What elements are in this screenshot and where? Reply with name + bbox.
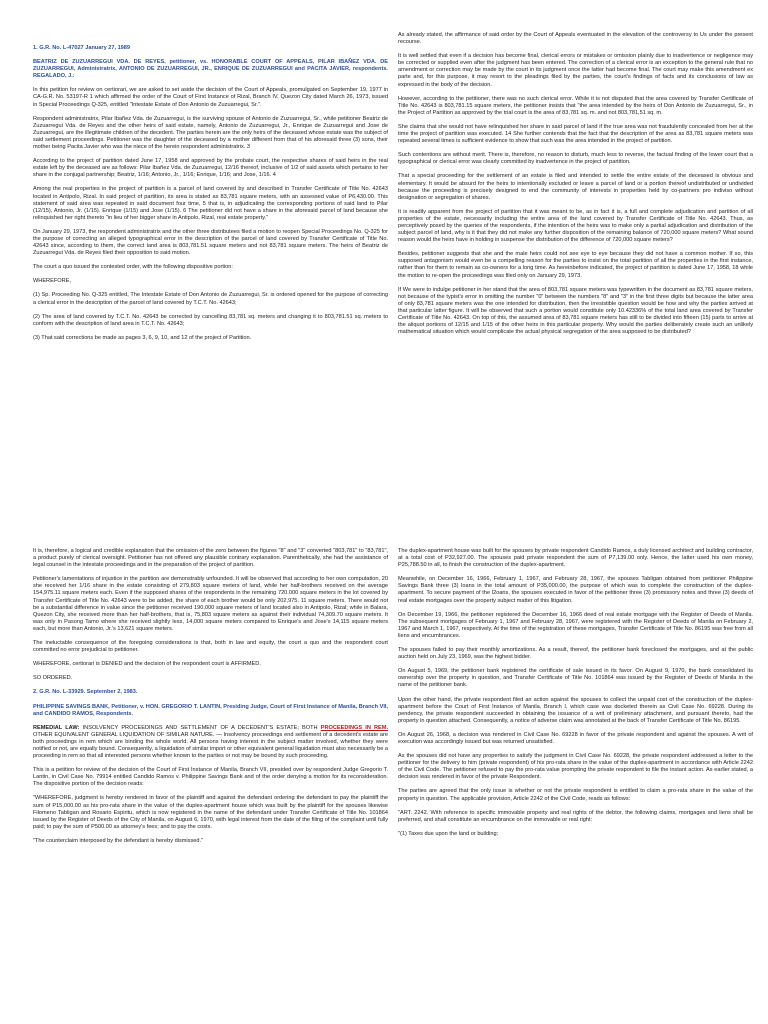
paragraph: The ineluctable consequence of the foregoing considerations is that, both in law and equity, the court a quo and the respondent court committed no error prejudicial to petitioner. — [33, 640, 388, 654]
paragraph: Among the real properties in the project of partition is a parcel of land covered by and described in Transfer Certificate of Title No. 42643 located in Antipolo, Rizal. In said project of partition, its area is stated as 83,781 square meters, with an assessed value of P6,430.00. This statement of said area was repeated in said document four time, 5 that is, in adjudicating the corresponding portions of said land to Pilar (12/15), Antonio, Jr. (1/15). Enrique (1/15) and Jose (1/15). 6 The petitioner did not have a share in the aforesaid parcel of land because she relinquished her right thereto "in lieu of her bigger share in Antipolo, Rizal, real estate property." — [33, 186, 388, 221]
paragraph: "(1) Taxes due upon the land or building; — [398, 830, 499, 837]
paragraph: "ART. 2242. With reference to specific immovable property and real rights of the debtor, the following claims, mortgages and liens shall be preferred, and shall constitute an encumbrance on the immovable or real right: — [398, 809, 753, 823]
paragraph: She claims that she would not have relinquished her share in said parcel of land if the true area was not fraudulently concealed from her at the time the project of partition was executed. 14 She further contends that the fact that the description of the area as 83,781 square meters was repeated several times is sufficient evidence to show that such was the area intended in the project of partition. — [398, 123, 753, 145]
paragraph: On January 29, 1973, the respondent administratrix and the other three distributees filed a motion to reopen Special Proceedings No. Q-325 for the purpose of correcting an alleged typographical error in the description of the parcel of land covered by Transfer Certificate of Title No. 42643 since, according to them, the correct land area is 803,781.51 square meters and not 83,781 square meters. The heirs of Beatriz de Zuzuarregui Vda. de Reyes filed their opposition to said motion. — [33, 228, 388, 257]
case-heading: 2. G.R. No. L-33929. September 2, 1983. — [33, 689, 138, 696]
paragraph: Such contentions are without merit. There is, therefore, no reason to disturb, much less to reverse, the factual finding of the lower court that a typographical or clerical error was clearly committed by inadvertence in the project of partition. — [398, 152, 753, 166]
proceedings-in-rem-link[interactable]: PROCEEDINGS IN REM. — [320, 724, 388, 731]
syllabus-text: OTHER EQUIVALENT GENERAL LIQUIDATION OF SIMILAR NATURE. — Insolvency proceedings end settlement of a decedent's estate are both proceedings in rem which are binding the whole world. All persons having interest in the subject matter involved, whether they were notified or not, are equally bound. Consequently, a liquidation of similar import or other equivalent general liquidation must also necessarily be a proceeding in rem so that all interested persons whether known to the parties or not may be bound by such proceeding. — [33, 731, 388, 760]
paragraph: The duplex-apartment house was built for the spouses by private respondent Candido Ramos, a duly licensed architect and building contractor, at a total cost of P32,927.00. The spouses paid private respondent the sum of P7,139.00 only. Hence, the latter used his own money, P25,788.50 in all, to finish the construction of the duplex-apartment. — [398, 548, 753, 569]
paragraph: As already stated, the affirmance of said order by the Court of Appeals eventuated in the elevation of the controversy to Us under the present recourse. — [398, 32, 753, 46]
paragraph: It is well settled that even if a decision has become final, clerical errors or mistakes or omission plainly due to inadvertence or negligence may be corrected or supplied even after the judgment has been entered. The correction of a clerical error is an exception to the general rule that no amendment or correction may be made by the court in its judgment once the latter had become final. The court may make this amendment ex parte and, for this purpose, it may resort to the pleadings filed by the parties, the court's findings of facts and its conclusions of law as expressed in the body of the decision. — [398, 53, 753, 88]
paragraph: On December 19, 1966, the petitioner registered the December 16, 1966 deed of real estate mortgage with the Register of Deeds of Manila. The subsequent mortgages of February 1, 1967 and February 28, 1967, were registered with the Register of Deeds of Manila on February 2, 1967 and March 1, 1967, respectively. At the time of the registration of these mortgages, Transfer Certificate of Title No. 86195 was free from all liens and encumbrances. — [398, 611, 753, 639]
paragraph: "WHEREFORE, judgment is hereby rendered in favor of the plaintiff and against the defendant ordering the defendant to pay the plaintiff the sum of P15,000.00 as his pro-rata share in the value of the duplex-apartment house which was built by the plaintiff for the spouses likewise Filomeno Tabligan and Rosario Espiritu, which is now registered in the name of the defendant under Transfer Certificate of Title No. 101864 issued by the Register of Deeds of the City of Manila, on August 6, 1970, with legal interest from the date of the filing of the complaint until fully paid; to pay the sum of P500.00 as attorney's fees; and to pay the costs. — [33, 795, 388, 830]
paragraph: According to the project of partition dated June 17, 1958 and approved by the probate court, the respective shares of said heirs in the real estate left by the deceased are as follows: Pilar Ibañez Vda. de Zuzuarregui, 12/16 thereof, inclusive of 1/2 of said assets which pertains to her share in the conjugal partnership; Beatriz, 1/16; Antonio, Jr., 1/16; Enrique, 1/16; and Jose, 1/16. 4 — [33, 158, 388, 179]
paragraph: However, according to the petitioner, there was no such clerical error. While it is not disputed that the area covered by Transfer Certificate of Title No. 42643 is 803,781.15 square meters, the petitioner insists that "the area intended by the heirs of Don Antonio de Zuzuarregui, Sr., in the Project of Partition as approved by the trial court is the area of 83,781 sq. m. and not 803,781,51 sq. m. — [398, 95, 753, 116]
paragraph: Besides, petitioner suggests that she and the male heirs could not see eye to eye because they did not have a common mother. If so, this supposed antagonism would even be a compelling reason for the parties to insist on the total partition of all the properties in the first instance, rather than for them to remain as co-owners for a long time. As hereinbefore indicated, the project of partition is dated June 17, 1958, 18 while the motion to re-open the proceedings was filed only on January 29, 1973. — [398, 251, 753, 279]
paragraph: In this petition for review on certiorari, we are asked to set aside the decision of the Court of Appeals, promulgated on September 19, 1977 in CA-G.R. No. 53197-R 1 which affirmed the order of the Court of First Instance of Rizal, Branch IV, Quezon City dated March 26, 1973, issued in Special Proceedings Q-325, entitled "Intestate Estate of Don Antonio de Zuzuarregui, Sr.". — [33, 87, 388, 108]
case-heading: 1. G.R. No. L-47027 January 27, 1989 — [33, 45, 131, 51]
paragraph: As the spouses did not have any properties to satisfy the judgment in Civil Case No. 69228, the private respondent addressed a letter to the petitioner for the delivery to him (private respondent) of his pro-rata share in the value of the duplex-apartment in accordance with Article 2242 of the Civil Code. The petitioner refused to pay the pro-rata value prompting the private respondent to file the instant action. As earlier stated, a decision was rendered in favor of the private Respondent. — [398, 753, 753, 781]
paragraph: (1) Sp. Proceeding No. Q-325 entitled, The Intestate Estate of Don Antonio de Zuzuarregui, Sr. is ordered opened for the purpose of correcting a clerical error in the description of the parcel of land covered by T.C.T. No. 42643; — [33, 292, 388, 306]
paragraph: Petitioner's lamentations of injustice in the partition are demonstrably unfounded. It will be observed that according to her own computation, 20 she received her 1/16 share in the estate consisting of 279,803 square meters of land, while her half-brothers received on the average 154,975.11 square meters each. Even if the supposed shares of the respondents in the remaining 720.000 square meters in the lot covered by Transfer Certificate of Title No. 42643 were to be added, the share of each brother would be only 202,975. 11 square meters. There would not be a substantial difference in value since the petitioner received 190,000 square meters of land located also in Antipolo, Rizal; while in Balara, Quezon City, she received more than her half-brothers, that is, 75,803 square meters as against their individual 74,309.70 square meters. It was only in Pasong Tamo where she received slightly less, 14,000 square meters compared to Enrique's and Jose's 14,115 square meters each, but more than Antonio, Jr.'s 13,621 square meters. — [33, 576, 388, 632]
paragraph: That a special proceeding for the settlement of an estate is filed and intended to settle the entire estate of the deceased is obvious and elementary. It would be absurd for the heirs to intentionally excluded or leave a parcel of land or a portion thereof undistributed or undivided because the proceeding is precisely designed to end the community of interests in properties held by co-partners pro indiviso without designation or segregation of shares. — [398, 173, 753, 201]
page2-right-column — [398, 548, 753, 845]
document-page-2 — [0, 512, 768, 1024]
paragraph: WHEREFORE, certiorari is DENIED and the decision of the respondent court is AFFIRMED. — [33, 661, 261, 668]
syllabus-label: REMEDIAL LAW: — [33, 724, 80, 731]
paragraph: (2) The area of land covered by T.C.T. No. 42643 be corrected by cancelling 83,781 sq. meters and changing it to 803,781.51 sq. meters to conform with the description of land area in T.C.T. No. 42643; — [33, 313, 388, 327]
paragraph: SO ORDERED. — [33, 675, 73, 682]
paragraph: (3) That said corrections be made as pages 3, 6, 9, 10, and 12 of the project of Partition. — [33, 334, 252, 341]
paragraph: It is readily apparent from the project of partition that it was meant to be, as in fact it is, a full and complete adjudication and partition of all properties of the estate, necessarily including the entire area of the land covered by Transfer Certificate of Title No. 42643. Thus, as perceptively posed by the queries of the respondents, if the intention of the heirs was to make only a partial adjudication and distribution of the subject parcel of land, why is it that they did not make any further disposition of the remaining balance of 720,000 square meters? What sound reason would the heirs have in holding in suspense the distribution of the difference of 720,000 square meters? — [398, 208, 753, 244]
paragraph: If We were to indulge petitioner in her stand that the area of 803,781 square meters was typewritten in the document as 83,781 square meters, not because of the typist's error in omitting the number "0" between the numbers "8" and "3" in the first three digits but because the latter area of only 83,781 square meters was the one intended for distribution, then the irresistible question would be how and why the parties arrived at that particular latter figure. It will be observed that such a portion would constitute only 10.42336% of the total land area covered by Transfer Certificate of Title No. 42643. On top of this, the assumed area of 83,781 square meters has still to be divided into fifteen (15) parts to arrive at the aliquot portions of 12/15 and 1/15 of the other heirs in this particular property. Why would the parties deliberately create such an unlikely mathematical situation which would complicate the actual physical segregation of the area supposed to be distributed? — [398, 286, 753, 336]
paragraph: On August 26, 1968, a decision was rendered in Civil Case No. 69228 in favor of the private respondent and against the spouses. A writ of execution was accordingly issued but was returned unsatisfied. — [398, 731, 753, 745]
page1-left-column — [33, 45, 388, 349]
paragraph: The spouses failed to pay their monthly amortizations. As a result, thereof, the petitioner bank foreclosed the mortgages, and at the public auction held on July 23, 1969, was the highest bidder. — [398, 647, 753, 661]
paragraph: WHEREFORE, — [33, 278, 71, 285]
case-parties: BEATRIZ DE ZUZUARREGUI VDA. DE REYES, petitioner, vs. HONORABLE COURT OF APPEALS, PILAR IBAÑEZ VDA. DE ZUZUARREGUI, Administratrix, ANTONIO DE ZUZUARREGUI, JR., ENRIQUE DE ZUZUARREGUI and PACITA JAVIER, respondents. REGALADO, J.: — [33, 59, 388, 80]
page1-right-column — [398, 32, 753, 343]
case-parties: PHILIPPINE SAVINGS BANK, Petitioner, v. HON. GREGORIO T. LANTIN, Presiding Judge, Court of First Instance of Manila, Branch VII, and CANDIDO RAMOS, Respondents. — [33, 703, 388, 717]
page2-left-column — [33, 548, 388, 852]
syllabus-paragraph — [33, 725, 388, 760]
paragraph: It is, therefore, a logical and credible explanation that the omission of the zero between the figures "8" and "3" converted "803,781" to "83,781", a product purely of clerical oversight. Petitioner has not offered any plausible contrary explanation. Parenthetically, she had the assistance of legal counsel in the intestate proceedings and in the preparation of the project of partition. — [33, 548, 388, 569]
paragraph: Meanwhile, on December 16, 1966, February 1, 1967, and February 28, 1967, the spouses Tabligan obtained from petitioner Philippine Savings Bank three (3) loans in the total amount of P35,000.00, the purpose of which was to complete the construction of the duplex-apartment. To secure payment of the l2oans, the spouses executed in favor of the petitioner three (3) promissory notes and three (3) deeds of real estate mortgages over the property subject matter of this litigation. — [398, 576, 753, 604]
paragraph: On August 5, 1969, the petitioner bank registered the certificate of sale issued in its favor. On August 9, 1970, the bank consolidated its ownership over the property in question, and Transfer Certificate of Title No. 101864 was issued by the Register of Deeds of Manila in the name of the petitioner bank. — [398, 668, 753, 689]
paragraph: The parties are agreed that the only issue is whether or not the private respondent is entitled to claim a pro-rata share in the value of the property in question. The applicable provision, Article 2242 of the Civil Code, reads as follows: — [398, 788, 753, 802]
paragraph: Respondent administratrix, Pilar Ibañez Vda. de Zuzuarregui, is the surviving spouse of Antonio de Zuzuarregui, Sr., while petitioner Beatriz de Zuzuarregui Vda. de Reyes and the other heirs of said estate, namely, Antonio de Zuzuarregui, Jr., Enrique de Zuzuarregui and Jose de Zuzuarregui, are the illegitimate children of the decedent. The parties herein are the only heirs of the deceased whose estate was the subject of said settlement proceedings. Petitioner was the daughter of the deceased by a mother different from that of his aforesaid three (3) sons, their mother being Pacita Javier who was the niece of the herein respondent administratrix. 3 — [33, 115, 388, 151]
paragraph: This is a petition for review of the decision of the Court of First Instance of Manila, Branch VII, presided over by respondent Judge Gregorio T. Lantin, in Civil Case No. 79914 entitled Candido Ramos v. Philippine Savings Bank and of the order denying a motion for its reconsideration. The dispositive portion of the decision reads: — [33, 767, 388, 788]
paragraph: "The counterclaim interposed by the defendant is hereby dismissed." — [33, 837, 204, 844]
syllabus-topic: INSOLVENCY PROCEEDINGS AND SETTLEMENT OF A DECEDENT'S ESTATE; BOTH — [82, 724, 318, 731]
paragraph: Upon the other hand, the private respondent filed an action against the spouses to collect the unpaid cost of the construction of the duplex-apartment before the Court of First Instance of Manila, Branch I, which case was docketed therein as Civil Case No. 69228. During its pendency, the private respondent succeeded in obtaining the issuance of a writ of preliminary attachment, and pursuant thereto, had the property in question attached. Consequently, a notice of adverse claim was annotated at the back of Transfer Certificate of Title No. 86195. — [398, 696, 753, 724]
paragraph: The court a quo issued the contested order, with the following dispositive portion: — [33, 264, 233, 271]
